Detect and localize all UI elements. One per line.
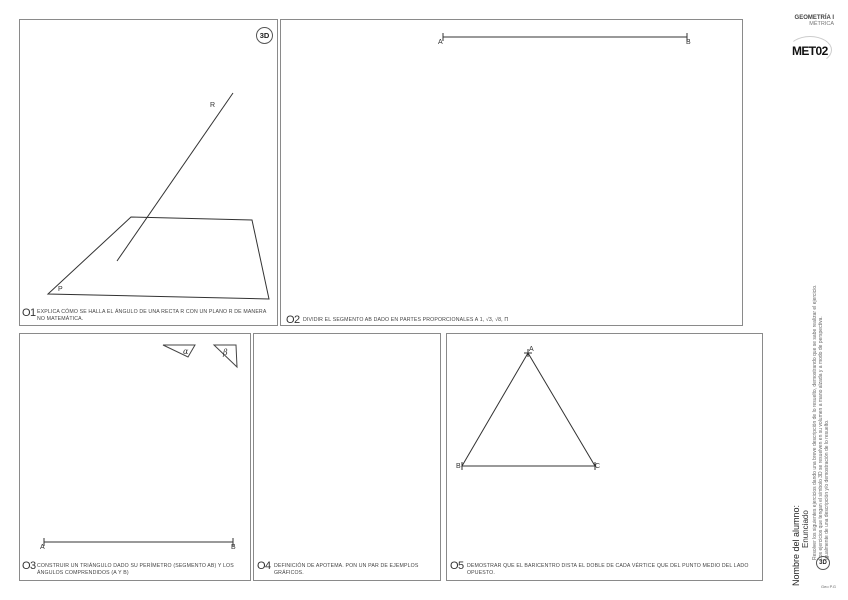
subject-subtitle: MÉTRICA <box>809 21 834 27</box>
exercise-number: O1 <box>22 307 36 319</box>
statement-label: Enunciado <box>801 510 810 548</box>
exercise-number: O4 <box>257 560 271 572</box>
exercise-panel-4 <box>253 333 441 581</box>
instruction-line-3: Igualmente de una descripción y/o demostración de lo resuelto. <box>824 419 830 560</box>
vertex-a-label: A <box>529 346 534 353</box>
exercise-panel-2 <box>280 19 743 326</box>
subject-title: GEOMETRÍA I <box>794 15 834 21</box>
exercise-statement: DEMOSTRAR QUE EL BARICENTRO DISTA EL DOBLE DE CADA VÉRTICE QUE DEL PUNTO MEDIO DEL LADO OPUESTO. <box>467 563 749 576</box>
plane-shape <box>48 217 269 299</box>
exercise-5-drawing <box>447 334 764 582</box>
student-name-label: Nombre del alumno: <box>791 504 801 586</box>
sheet-code: MET02 <box>792 44 828 58</box>
exercise-statement: EXPLICA CÓMO SE HALLA EL ÁNGULO DE UNA RECTA R CON UN PLANO R DE MANERA NO MATEMÁTICA. <box>37 309 267 322</box>
alpha-angle-shape <box>163 345 195 357</box>
instruction-line-1: Resolver los siguientes ejercicios dando una breve descripción de lo resuelto, demostrando que se sabe realizar el ejercicio. <box>812 284 818 560</box>
alpha-label: α <box>183 347 189 356</box>
exercise-2-drawing <box>281 20 744 327</box>
exercise-number: O5 <box>450 560 464 572</box>
line-r-label: R <box>210 102 216 109</box>
exercise-number: O2 <box>286 314 300 326</box>
point-a-label: A <box>438 39 443 46</box>
beta-label: β <box>223 348 228 357</box>
instruction-line-2: Los ejercicios que tengan el símbolo 3D se resuelven en su volumen a mano alzada y a modo de perspectiva. <box>818 316 824 560</box>
point-b-label: B <box>686 39 691 46</box>
exercise-panel-3 <box>19 333 251 581</box>
vertex-c-label: C <box>595 463 601 470</box>
exercise-statement: CONSTRUIR UN TRIÁNGULO DADO SU PERÍMETRO (SEGMENTO AB) Y LOS ÁNGULOS COMPRENDIDOS (Α Y Β) <box>37 563 234 576</box>
triangle-abc <box>462 353 595 466</box>
vertex-b-label: B <box>456 463 461 470</box>
3d-legend-badge: 3D <box>816 556 830 570</box>
exercise-statement: DEFINICIÓN DE APOTEMA. PON UN PAR DE EJEMPLOS GRÁFICOS. <box>274 563 419 576</box>
point-b-label: B <box>231 544 236 551</box>
sheet-reference: Geo P.G <box>821 584 837 589</box>
exercise-statement: DIVIDIR EL SEGMENTO AB DADO EN PARTES PROPORCIONALES A 1, √3, √8, Π <box>303 317 509 323</box>
line-r <box>117 93 233 261</box>
point-p-label: P <box>58 286 63 293</box>
point-a-label: A <box>40 544 45 551</box>
exercise-3-drawing <box>20 334 252 582</box>
exercise-panel-1 <box>19 19 278 326</box>
exercise-number: O3 <box>22 560 36 572</box>
exercise-panel-5 <box>446 333 763 581</box>
exercise-1-drawing <box>20 20 279 327</box>
3d-badge: 3D <box>256 27 273 44</box>
